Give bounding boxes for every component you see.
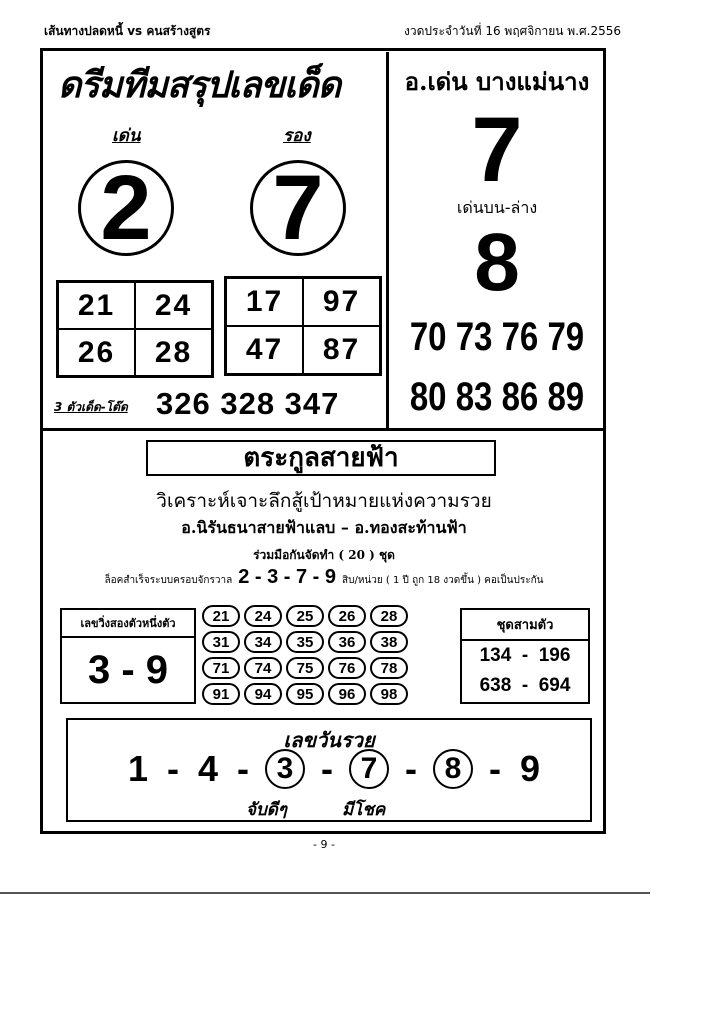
grid-right-cell: 47 — [226, 326, 303, 374]
pair-pill: 98 — [370, 683, 408, 705]
seq-dash: - — [167, 748, 179, 789]
run-value: 3 - 9 — [87, 648, 169, 692]
seq-circled-number: 3 — [265, 749, 305, 789]
pair-row — [200, 683, 450, 705]
sky-collab: ร่วมมือกันจัดทำ ( 20 ) ชุด — [253, 548, 395, 562]
pair-pill: 71 — [202, 657, 240, 679]
three-set-row: 638 - 694 — [479, 675, 571, 696]
pair-pill: 74 — [244, 657, 282, 679]
main-label: เด่น — [112, 126, 141, 146]
pair-row — [200, 631, 450, 653]
run-label: เลขวิ่งสองตัวหนึ่งตัว — [62, 610, 194, 638]
pair-row — [200, 605, 450, 627]
slogan-left: จับดีๆ — [246, 800, 287, 820]
pair-pill: 95 — [286, 683, 324, 705]
lock-line — [44, 566, 604, 589]
scan-edge-line — [0, 892, 650, 894]
seq-dash: - — [237, 748, 249, 789]
second-digit: 7 — [272, 157, 324, 259]
slogan-right: มีโชค — [342, 800, 386, 820]
grid-right-cell: 87 — [303, 326, 380, 374]
sky-title-box — [146, 440, 496, 476]
pair-pill: 94 — [244, 683, 282, 705]
pair-pill: 36 — [328, 631, 366, 653]
sky-subtitle: วิเคราะห์เจาะลึกสู้เป้าหมายแห่งความรวย — [156, 490, 492, 512]
main-digit: 2 — [100, 157, 152, 259]
seq-dash: - — [321, 748, 333, 789]
aden-row-1: 70 73 76 79 — [409, 314, 585, 359]
seq-number: 4 — [197, 748, 219, 789]
seq-circled-number: 7 — [349, 749, 389, 789]
grid-right-cell: 17 — [226, 278, 303, 326]
grid-left-cell: 26 — [58, 329, 135, 376]
pair-pill: 38 — [370, 631, 408, 653]
seq-dash: - — [489, 748, 501, 789]
three-set-box — [460, 608, 590, 704]
pair-pill: 78 — [370, 657, 408, 679]
pair-pill: 21 — [202, 605, 240, 627]
pair-pill: 34 — [244, 631, 282, 653]
aden-digit-top: 7 — [471, 99, 523, 201]
seq-number: 9 — [519, 748, 541, 789]
pair-pill: 76 — [328, 657, 366, 679]
three-set-label: ชุดสามตัว — [462, 610, 588, 641]
aden-sub-label: เด่นบน-ล่าง — [456, 198, 538, 217]
pair-pill: 91 — [202, 683, 240, 705]
lock-prefix: ล็อคสำเร็จระบบครอบจักรวาล — [104, 575, 233, 586]
sky-title: ตระกูลสายฟ้า — [243, 443, 399, 473]
main-digit-circle — [78, 157, 174, 259]
grid-right — [224, 276, 382, 376]
grid-left-cell: 24 — [135, 282, 212, 329]
pair-pill: 75 — [286, 657, 324, 679]
three-digit-values: 326 328 347 — [156, 386, 340, 421]
grid-right-cell: 97 — [303, 278, 380, 326]
pair-pill: 35 — [286, 631, 324, 653]
seq-number: 1 — [127, 748, 149, 789]
header-left: เส้นทางปลดหนี้ vs คนสร้างสูตร — [44, 24, 211, 38]
seq-dash: - — [405, 748, 417, 789]
aden-title: อ.เด่น บางแม่นาง — [404, 67, 590, 96]
page-number: - 9 - — [313, 838, 335, 851]
aden-digit-bottom: 8 — [474, 217, 520, 308]
rich-day-title: เลขวันรวย — [283, 728, 375, 752]
pair-pill: 31 — [202, 631, 240, 653]
aden-row-2: 80 83 86 89 — [409, 374, 585, 419]
pair-row — [200, 657, 450, 679]
seq-circled-number: 8 — [433, 749, 473, 789]
pair-pill: 25 — [286, 605, 324, 627]
pair-pill: 26 — [328, 605, 366, 627]
second-digit-circle — [250, 157, 346, 259]
top-horizontal-divider — [42, 428, 604, 431]
pair-pill: 24 — [244, 605, 282, 627]
second-label: รอง — [283, 126, 311, 146]
lock-suffix: สิบ/หน่วย ( 1 ปี ถูก 18 งวดขึ้น ) คอเป็นประกัน — [342, 575, 544, 586]
three-set-row: 134 - 196 — [479, 645, 571, 666]
lock-numbers: 2 - 3 - 7 - 9 — [238, 566, 337, 588]
pair-pill: 28 — [370, 605, 408, 627]
sky-authors: อ.นิรันธนาสายฟ้าแลบ – อ.ทองสะท้านฟ้า — [181, 518, 467, 537]
header-right: งวดประจำวันที่ 16 พฤศจิกายน พ.ศ.2556 — [404, 24, 621, 38]
top-vertical-divider — [386, 52, 389, 429]
run-box — [60, 608, 196, 704]
grid-left — [56, 280, 214, 378]
grid-left-cell: 28 — [135, 329, 212, 376]
pair-pill: 96 — [328, 683, 366, 705]
dream-team-title: ดรีมทีมสรุปเลขเด็ด — [58, 64, 341, 106]
rich-day-sequence — [86, 748, 582, 790]
three-digit-label: 3 ตัวเด็ด-โต๊ด — [54, 400, 128, 414]
grid-left-cell: 21 — [58, 282, 135, 329]
